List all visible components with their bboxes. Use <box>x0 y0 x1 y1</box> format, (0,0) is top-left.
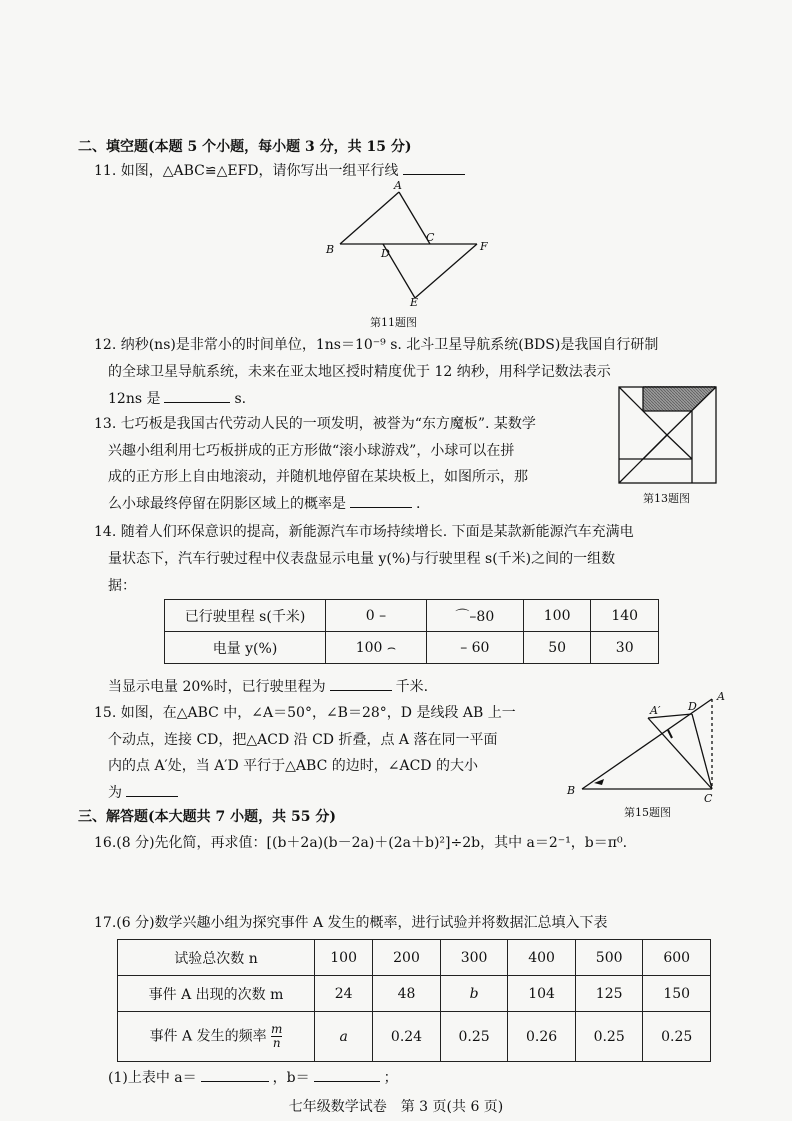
q17-cell: 100 <box>315 940 373 976</box>
label-A-prime: A′ <box>650 704 661 717</box>
q15-line1: 15. 如图，在△ABC 中，∠A＝50°，∠B＝28°，D 是线段 AB 上一 <box>94 705 516 721</box>
q17-cell: 0.24 <box>373 1012 441 1062</box>
figure-13-tangram <box>618 386 720 484</box>
q14-cell: – 60 <box>426 632 523 664</box>
q12-line3-post: s. <box>234 391 247 407</box>
q13-line3: 成的正方形上自由地滚动，并随机地停留在某块板上，如图所示，那 <box>108 469 528 485</box>
section-3-heading: 三、解答题(本大题共 7 小题，共 55 分) <box>78 809 336 825</box>
q17-cell: 400 <box>508 940 576 976</box>
label-A: A <box>717 690 725 703</box>
q14-line2: 量状态下，汽车行驶过程中仪表盘显示电量 y(%)与行驶里程 s(千米)之间的一组数 <box>108 551 616 567</box>
fraction-m-over-n <box>271 1023 282 1050</box>
section-2-heading: 二、填空题(本题 5 个小题，每小题 3 分，共 15 分) <box>78 139 412 155</box>
answer-blank-17b <box>314 1067 380 1082</box>
q13-line1: 13. 七巧板是我国古代劳动人民的一项发明，被誉为“东方魔板”. 某数学 <box>94 416 536 432</box>
q17-table-row-count <box>118 976 711 1012</box>
q17-cell: 0.25 <box>575 1012 643 1062</box>
q17-cell: 104 <box>508 976 576 1012</box>
label-D: D <box>381 247 390 260</box>
label-A: A <box>394 179 402 192</box>
q17-cell: b <box>440 976 508 1012</box>
q17-part1 <box>108 1067 398 1087</box>
q13-line4 <box>108 493 420 513</box>
q14-cell: 100 ⌢ <box>326 632 427 664</box>
q12-line3 <box>108 388 246 408</box>
q17-frequency-label: 事件 A 发生的频率 <box>149 1028 267 1045</box>
label-D: D <box>688 700 697 713</box>
q17-text: 17.(6 分)数学兴趣小组为探究事件 A 发生的概率，进行试验并将数据汇总填入下表 <box>94 915 608 931</box>
q17-cell: 0.25 <box>643 1012 711 1062</box>
q17-cell: 600 <box>643 940 711 976</box>
q17-part1-post: ； <box>383 1070 398 1086</box>
answer-blank-13 <box>350 493 412 508</box>
q17-table-row-trials <box>118 940 711 976</box>
q14-cell: ⌒–80 <box>426 600 523 632</box>
q14-cell: 0 – <box>326 600 427 632</box>
q17-cell: 125 <box>575 976 643 1012</box>
q16-text: 16.(8 分)先化简，再求值：[(b＋2a)(b－2a)＋(2a＋b)²]÷2b，其中 a＝2⁻¹，b＝π⁰. <box>94 835 628 851</box>
q14-cell: 100 <box>523 600 591 632</box>
answer-blank-11 <box>403 160 465 175</box>
q17-cell: 24 <box>315 976 373 1012</box>
q17-cell: 500 <box>575 940 643 976</box>
q15-line4 <box>108 782 178 802</box>
q14-answer-pre: 当显示电量 20%时，已行驶里程为 <box>108 679 326 695</box>
q12-line3-pre: 12ns 是 <box>108 391 161 407</box>
q12-line2: 的全球卫星导航系统，未来在亚太地区授时精度优于 12 纳秒，用科学记数法表示 <box>108 364 611 380</box>
q15-line2: 个动点，连接 CD，把△ACD 沿 CD 折叠，点 A 落在同一平面 <box>108 732 498 748</box>
q17-cell: 试验总次数 n <box>118 940 315 976</box>
figure-15-caption: 第15题图 <box>624 806 671 819</box>
q17-table-row-frequency <box>118 1012 711 1062</box>
q14-answer-post: 千米. <box>395 679 429 695</box>
q17-cell: 150 <box>643 976 711 1012</box>
q14-cell: 电量 y(%) <box>165 632 326 664</box>
q14-cell: 140 <box>591 600 659 632</box>
q14-table-row-mileage <box>165 600 659 632</box>
q14-cell: 50 <box>523 632 591 664</box>
q13-line4-pre: 么小球最终停留在阴影区域上的概率是 <box>108 496 346 512</box>
q17-part1-mid: ，b＝ <box>272 1070 310 1086</box>
answer-blank-12 <box>164 388 230 403</box>
q14-cell: 已行驶里程 s(千米) <box>165 600 326 632</box>
q17-cell: 300 <box>440 940 508 976</box>
figure-11-triangles <box>320 180 500 310</box>
q13-line4-post: . <box>416 496 421 512</box>
q12-line1: 12. 纳秒(ns)是非常小的时间单位，1ns＝10⁻⁹ s. 北斗卫星导航系统(BDS)是我国自行研制 <box>94 337 659 353</box>
label-B: B <box>326 243 335 256</box>
q17-cell-frequency-label <box>118 1012 315 1062</box>
q11-stem: 11. 如图，△ABC≌△EFD，请你写出一组平行线 <box>94 163 399 179</box>
q17-cell: 48 <box>373 976 441 1012</box>
fraction-numerator: m <box>271 1022 283 1036</box>
q14-table-row-battery <box>165 632 659 664</box>
answer-blank-15 <box>126 782 178 797</box>
page-footer: 七年级数学试卷 第 3 页(共 6 页) <box>288 1099 504 1115</box>
q17-cell: 事件 A 出现的次数 m <box>118 976 315 1012</box>
q15-line4-text: 为 <box>108 785 122 801</box>
q15-line3: 内的点 A′处，当 A′D 平行于△ABC 的边时，∠ACD 的大小 <box>108 758 478 774</box>
q17-part1-pre: (1)上表中 a＝ <box>108 1070 197 1086</box>
q17-cell: 200 <box>373 940 441 976</box>
fraction-denominator: n <box>272 1036 281 1050</box>
q14-cell: 30 <box>591 632 659 664</box>
label-C: C <box>426 231 435 244</box>
q17-table <box>117 939 711 1062</box>
q14-answer-line <box>108 676 428 696</box>
q14-line1: 14. 随着人们环保意识的提高，新能源汽车市场持续增长. 下面是某款新能源汽车充满电 <box>94 524 634 540</box>
label-C: C <box>704 792 713 805</box>
answer-blank-14 <box>330 676 392 691</box>
q17-cell: a <box>315 1012 373 1062</box>
q13-line2: 兴趣小组利用七巧板拼成的正方形做“滚小球游戏”，小球可以在拼 <box>108 443 515 459</box>
q17-cell: 0.26 <box>508 1012 576 1062</box>
figure-15-triangle-fold <box>564 690 734 805</box>
label-E: E <box>410 296 419 309</box>
figure-13-caption: 第13题图 <box>643 492 690 505</box>
answer-blank-17a <box>201 1067 269 1082</box>
q14-table <box>164 599 659 664</box>
q17-cell: 0.25 <box>440 1012 508 1062</box>
question-11-text <box>94 160 465 180</box>
label-B: B <box>567 784 576 797</box>
q14-line3: 据： <box>108 578 136 594</box>
figure-11-caption: 第11题图 <box>370 316 417 329</box>
label-F: F <box>480 240 488 253</box>
